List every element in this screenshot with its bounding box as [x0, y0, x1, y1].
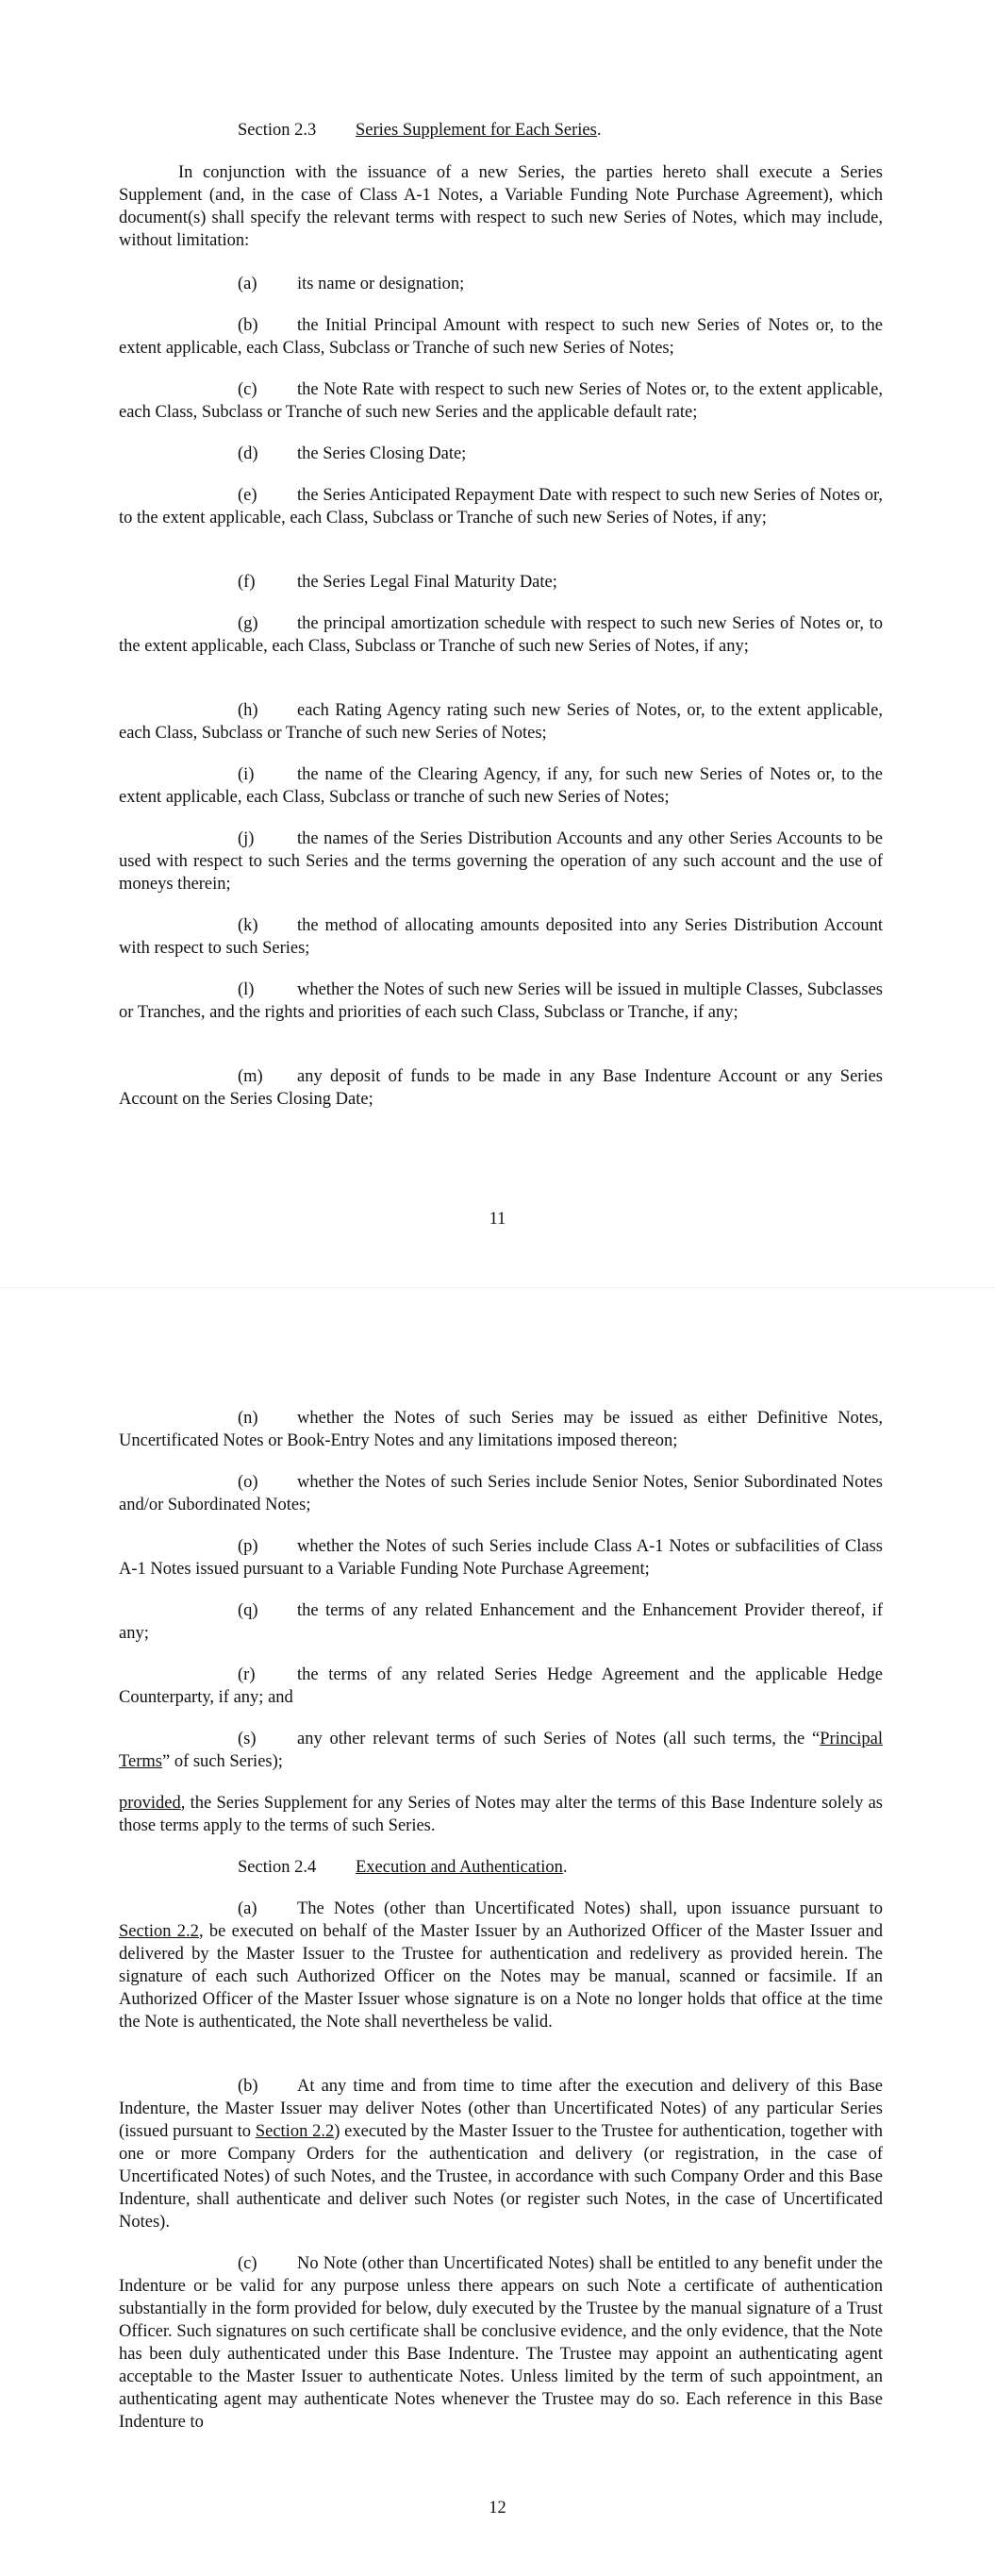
section-heading-2-3: Section 2.3 Series Supplement for Each Series.	[238, 121, 602, 140]
list-item-q: (q) the terms of any related Enhancement and the Enhancement Provider thereof, if any;	[119, 1601, 883, 1643]
section-number: Section 2.4	[238, 1858, 317, 1877]
paragraph-c: (c) No Note (other than Uncertificated Notes) shall be entitled to any benefit under the Indenture or be valid for any purpose unless there appears on such Note a certificate of authentication substantially in the form provided for below, duly executed by the Trustee by the manual signature of a Trust Officer. Such signatures on such certificate shall be conclusive evidence, and the only evidence, that the Note has been duly authenticated under this Base Indenture. The Trustee may appoint an authenticating agent acceptable to the Master Issuer to authenticate Notes. Unless limited by the term of such appointment, an authenticating agent may authenticate Notes whenever the Trustee may do so. Each reference in this Base Indenture to	[119, 2254, 883, 2432]
list-item-e: (e) the Series Anticipated Repayment Date with respect to such new Series of Notes or, to the extent applicable, each Class, Subclass or Tranche of such new Series of Notes, if any;	[119, 486, 883, 527]
section-title: Series Supplement for Each Series	[356, 121, 597, 140]
list-item-h: (h) each Rating Agency rating such new Series of Notes, or, to the extent applicable, each Class, Subclass or Tranche of such new Series of Notes;	[119, 701, 883, 743]
section-number: Section 2.3	[238, 121, 317, 140]
list-item-i: (i) the name of the Clearing Agency, if any, for such new Series of Notes or, to the extent applicable, each Class, Subclass or tranche of such new Series of Notes;	[119, 765, 883, 807]
document-page-12	[0, 1288, 995, 2576]
paragraph-b: (b) At any time and from time to time after the execution and delivery of this Base Indenture, the Master Issuer may deliver Notes (other than Uncertificated Notes) of any particular Series (issued pursuant to Section 2.2) executed by the Master Issuer to the Trustee for authentication, together with one or more Company Orders for the authentication and delivery (or registration, in the case of Uncertificated Notes) of such Notes, and the Trustee, in accordance with such Company Order and this Base Indenture, shall authenticate and deliver such Notes (or register such Notes, in the case of Uncertificated Notes).	[119, 2077, 883, 2232]
section-reference-link: Section 2.2	[119, 1922, 199, 1941]
proviso-paragraph: provided, the Series Supplement for any Series of Notes may alter the terms of this Base Indenture solely as those terms apply to the terms of such Series.	[119, 1794, 883, 1835]
page-number: 11	[489, 1210, 506, 1229]
list-item-f: (f) the Series Legal Final Maturity Date;	[238, 573, 557, 592]
list-item-k: (k) the method of allocating amounts deposited into any Series Distribution Account with respect to such Series;	[119, 916, 883, 958]
list-item-n: (n) whether the Notes of such Series may be issued as either Definitive Notes, Uncertificated Notes or Book-Entry Notes and any limitations imposed thereon;	[119, 1409, 883, 1450]
list-item-o: (o) whether the Notes of such Series include Senior Notes, Senior Subordinated Notes and/or Subordinated Notes;	[119, 1473, 883, 1514]
list-item-d: (d) the Series Closing Date;	[238, 444, 467, 463]
list-item-r: (r) the terms of any related Series Hedge Agreement and the applicable Hedge Counterparty, if any; and	[119, 1665, 883, 1707]
list-item-j: (j) the names of the Series Distribution Accounts and any other Series Accounts to be used with respect to such Series and the terms governing the operation of any such account and the use of moneys therein;	[119, 829, 883, 894]
list-item-g: (g) the principal amortization schedule with respect to such new Series of Notes or, to the extent applicable, each Class, Subclass or Tranche of such new Series of Notes, if any;	[119, 614, 883, 656]
section-title: Execution and Authentication	[356, 1858, 563, 1877]
list-item-l: (l) whether the Notes of such new Series will be issued in multiple Classes, Subclasses or Tranches, and the rights and priorities of each such Class, Subclass or Tranche, if any;	[119, 980, 883, 1022]
page-number: 12	[489, 2499, 506, 2517]
list-item-s: (s) any other relevant terms of such Series of Notes (all such terms, the “Principal Terms” of such Series);	[119, 1730, 883, 1771]
section-reference-link: Section 2.2	[255, 2122, 335, 2141]
list-item-c: (c) the Note Rate with respect to such new Series of Notes or, to the extent applicable, each Class, Subclass or Tranche of such new Series and the applicable default rate;	[119, 380, 883, 422]
defined-term-principal-terms: Principal Terms	[119, 1730, 883, 1771]
list-item-a: (a) its name or designation;	[238, 275, 465, 293]
paragraph-a: (a) The Notes (other than Uncertificated Notes) shall, upon issuance pursuant to Section 2.2, be executed on behalf of the Master Issuer by an Authorized Officer of the Master Issuer and delivered by the Master Issuer to the Trustee for authentication and redelivery as provided herein. The signature of each such Authorized Officer on the Notes may be manual, scanned or facsimile. If an Authorized Officer of the Master Issuer whose signature is on a Note no longer holds that office at the time the Note is authenticated, the Note shall nevertheless be valid.	[119, 1899, 883, 2032]
intro-paragraph: In conjunction with the issuance of a new Series, the parties hereto shall execute a Series Supplement (and, in the case of Class A-1 Notes, a Variable Funding Note Purchase Agreement), which document(s) shall specify the relevant terms with respect to such new Series of Notes, which may include, without limitation:	[119, 163, 883, 250]
section-heading-2-4: Section 2.4 Execution and Authentication.	[238, 1858, 568, 1877]
list-item-m: (m) any deposit of funds to be made in any Base Indenture Account or any Series Account on the Series Closing Date;	[119, 1067, 883, 1109]
list-item-p: (p) whether the Notes of such Series include Class A-1 Notes or subfacilities of Class A-1 Notes issued pursuant to a Variable Funding Note Purchase Agreement;	[119, 1537, 883, 1579]
proviso-term: provided	[119, 1794, 181, 1813]
list-item-b: (b) the Initial Principal Amount with respect to such new Series of Notes or, to the extent applicable, each Class, Subclass or Tranche of such new Series of Notes;	[119, 316, 883, 358]
